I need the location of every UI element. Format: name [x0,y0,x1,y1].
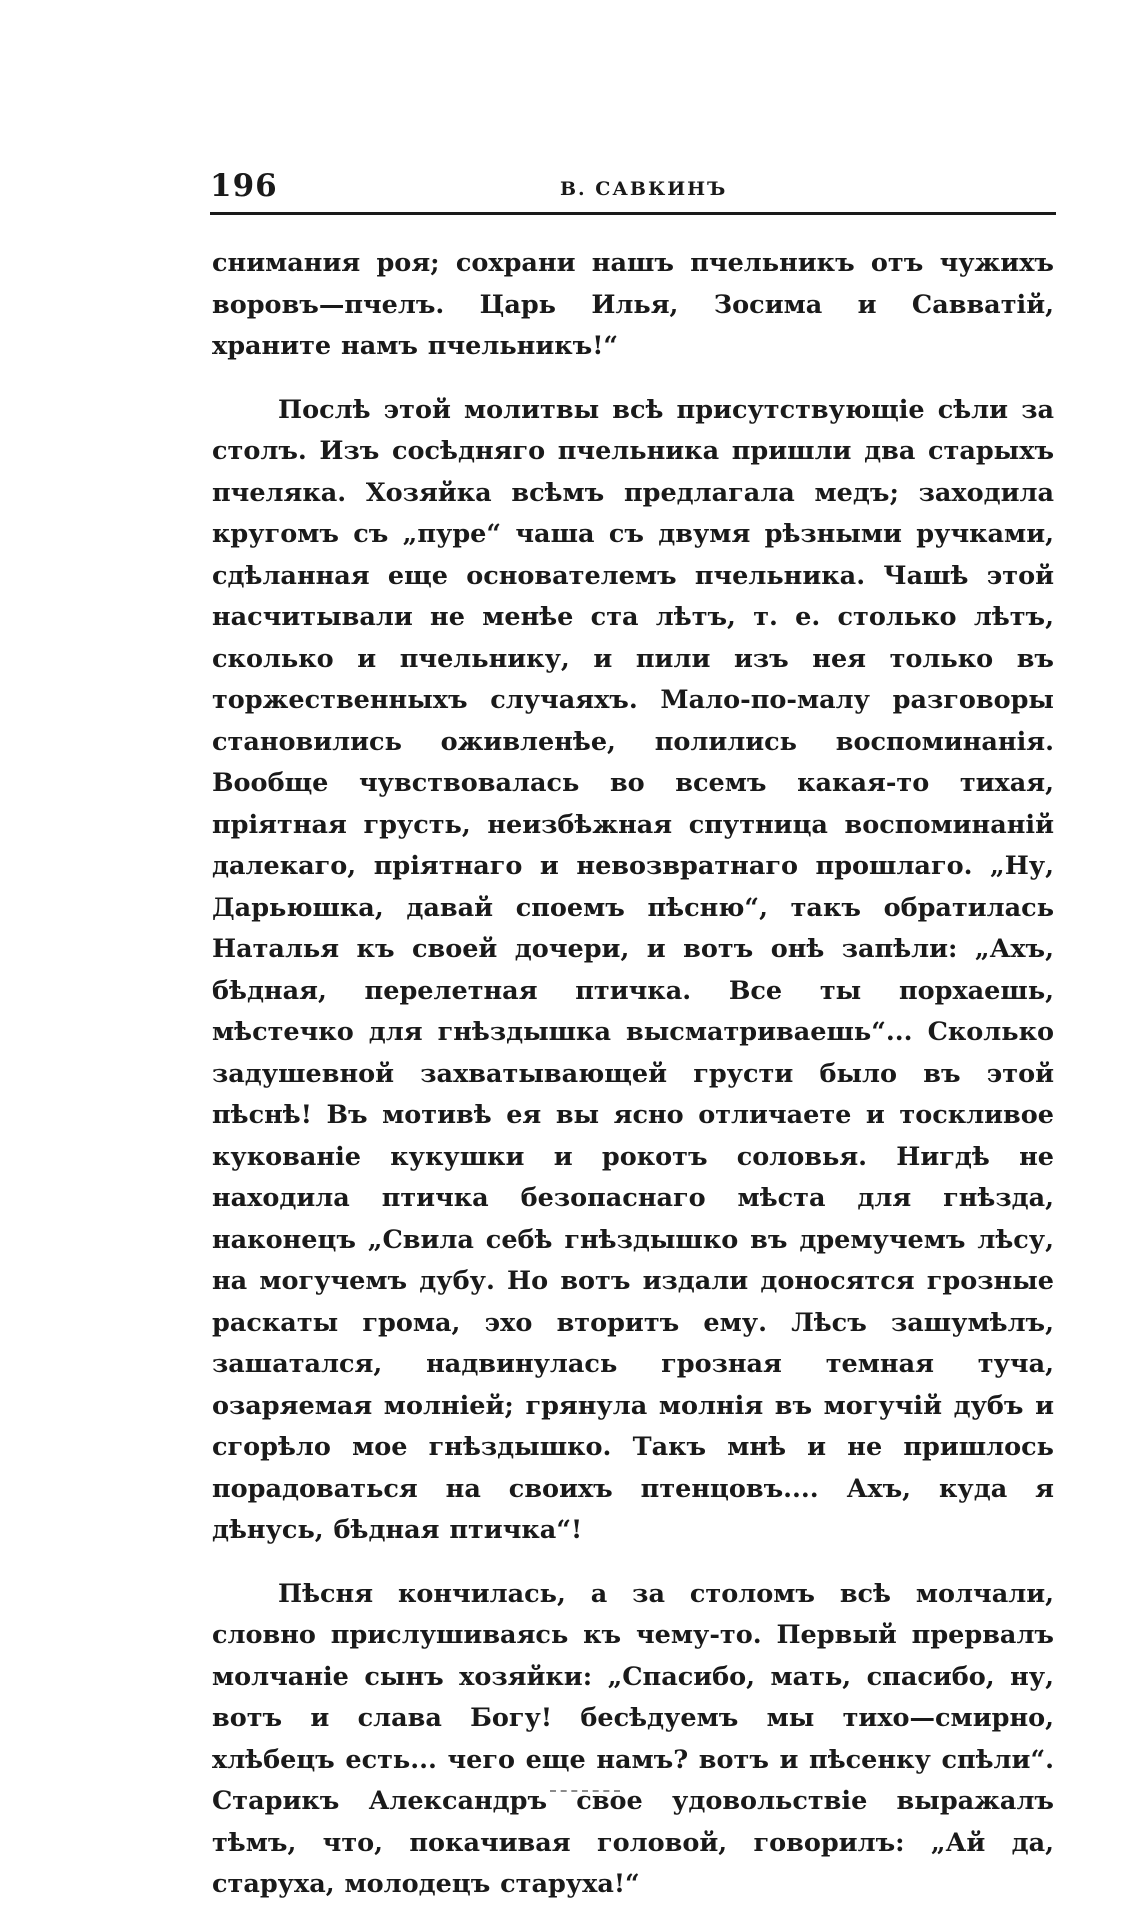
paragraph-2: Послѣ этой молитвы всѣ присутствующіе сѣли за столъ. Изъ сосѣдняго пчельника пришли два старыхъ пчеляка. Хозяйка всѣмъ предлагала медъ; заходила кругомъ съ „пуре“ чаша съ двумя рѣзными ручками, сдѣланная еще основателемъ пчельника. Чашѣ этой насчитывали не менѣе ста лѣтъ, т. е. столько лѣтъ, сколько и пчельнику, и пили изъ нея только въ торжественныхъ случаяхъ. Мало-по-малу разговоры становились оживленѣе, полились воспоминанія. Вообще чувствовалась во всемъ какая-то тихая, пріятная грусть, неизбѣжная спутница воспоминаній далекаго, пріятнаго и невозвратнаго прошлаго. „Ну, Дарьюшка, давай споемъ пѣсню“, такъ обратилась Наталья къ своей дочери, и вотъ онѣ запѣли: „Ахъ, бѣдная, перелетная птичка. Все ты порхаешь, мѣстечко для гнѣздышка высматриваешь“... Сколько задушевной захватывающей грусти было въ этой пѣснѣ! Въ мотивѣ ея вы ясно отличаете и тоскливое кукованіе кукушки и рокотъ соловья. Нигдѣ не находила птичка безопаснаго мѣста для гнѣзда, наконецъ „Свила себѣ гнѣздышко въ дремучемъ лѣсу, на могучемъ дубу. Но вотъ издали доносятся грозные раскаты грома, эхо вторитъ ему. Лѣсъ зашумѣлъ, зашатался, надвинулась грозная темная туча, озаряемая молніей; грянула молнія въ могучій дубъ и сгорѣло мое гнѣздышко. Такъ мнѣ и не пришлось порадоваться на своихъ птенцовъ.... Ахъ, куда я дѣнусь, бѣдная птичка“! [212,394,1054,1545]
paragraph-3: Пѣсня кончилась, а за столомъ всѣ молчали, словно прислушиваясь къ чему-то. Первый прервалъ молчаніе сынъ хозяйки: „Спасибо, мать, спасибо, ну, вотъ и слава Богу! бесѣдуемъ мы тихо—смирно, хлѣбецъ есть... чего еще намъ? вотъ и пѣсенку спѣли“. Старикъ Александръ свое удовольствіе выражалъ тѣмъ, что, покачивая головой, говорилъ: „Ай да, старуха, молодецъ старуха!“ [212,1578,1054,1899]
page-header [210,168,1056,212]
body-text [212,243,1054,1928]
running-head: В. САВКИНЪ [560,178,728,200]
page-number: 196 [210,168,278,204]
header-rule [210,212,1056,215]
paragraph-1: снимания роя; сохрани нашъ пчельникъ отъ чужихъ воровъ—пчелъ. Царь Илья, Зосима и Савватій, храните намъ пчельникъ!“ [212,248,1054,361]
footer-mark [550,1790,620,1792]
